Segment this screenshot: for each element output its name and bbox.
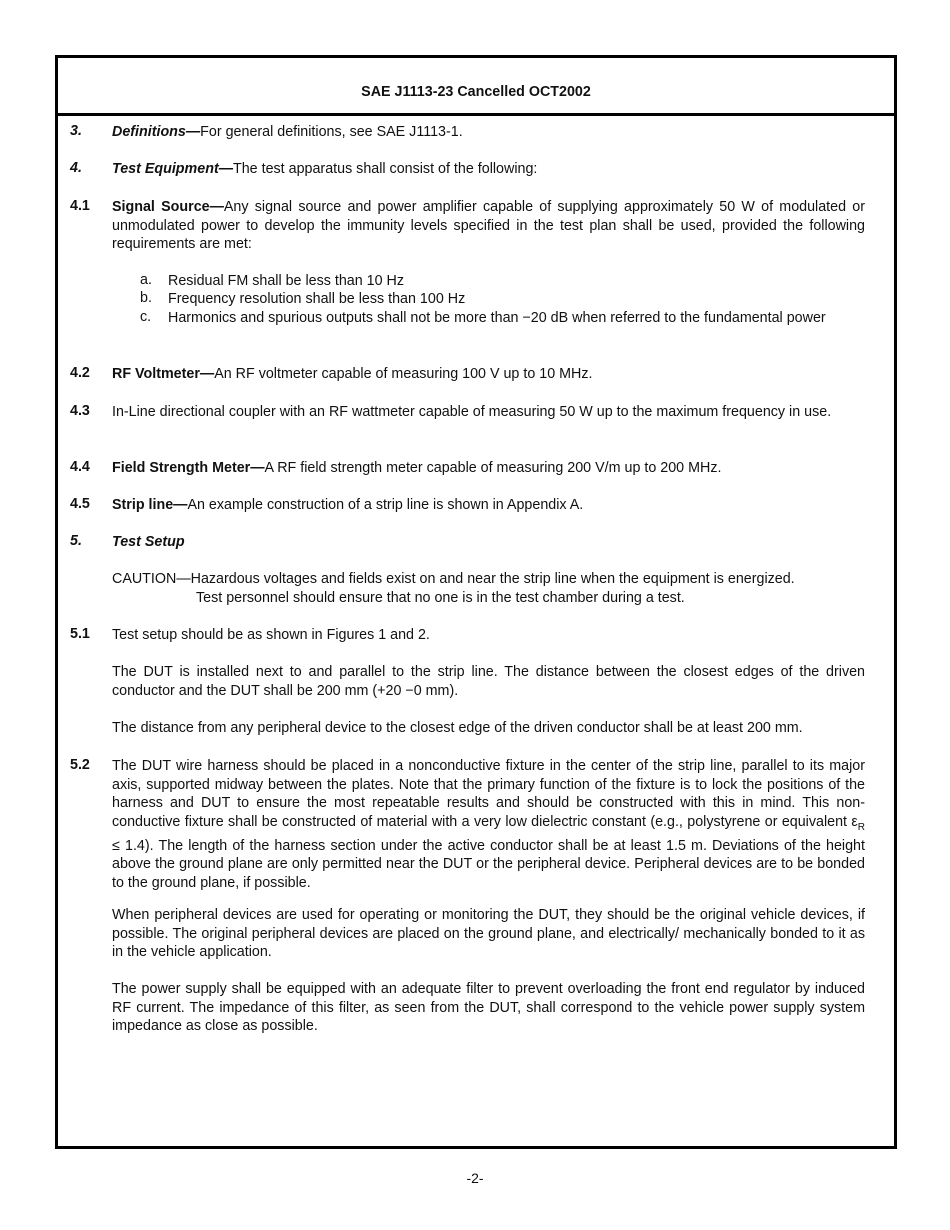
section-body: The DUT wire harness should be placed in a nonconductive fixture in the center of the strip line, parallel to its major axis, supported midway between the plates. Note that the primary function of the fixture is to lock the positions of the harness and DUT to ensure the most repeatable results and should be constructed with this in mind. This non-conductive fixture shall be constructed of material with a very low dielectric constant (e.g., polystyrene or equivalent ε	[112, 758, 865, 830]
section-heading: RF Voltmeter—	[112, 366, 215, 382]
section-body: A RF field strength meter capable of measuring 200 V/m up to 200 MHz.	[264, 460, 722, 476]
section-number: 4.3	[70, 403, 90, 419]
section-heading: Strip line—	[112, 497, 188, 513]
section-number: 5.1	[70, 626, 90, 642]
section-5-text	[112, 533, 865, 552]
section-5-1-text: Test setup should be as shown in Figures 1 and 2.	[112, 627, 430, 643]
section-4-3-text: In-Line directional coupler with an RF wattmeter capable of measuring 50 W up to the maximum frequency in use.	[112, 404, 832, 420]
section-number: 4.2	[70, 365, 90, 381]
section-4-5-text	[112, 496, 865, 515]
list-letter: a.	[140, 272, 152, 288]
section-4-text	[112, 160, 865, 179]
document-title: SAE J1113-23 Cancelled OCT2002	[361, 84, 591, 100]
subscript: R	[857, 821, 865, 833]
section-4-1-text	[112, 198, 865, 254]
section-number: 4.5	[70, 496, 90, 512]
caution-line-1: CAUTION—Hazardous voltages and fields exist on and near the strip line when the equipment is energized.	[112, 571, 795, 587]
paragraph: The power supply shall be equipped with an adequate filter to prevent overloading the front end regulator by induced RF current. The impedance of this filter, as seen from the DUT, shall correspond to the vehicle power supply system impedance as close as possible.	[112, 981, 865, 1034]
section-body: An example construction of a strip line is shown in Appendix A.	[187, 497, 584, 513]
section-heading: Signal Source—	[112, 199, 224, 215]
section-body: Any signal source and power amplifier capable of supplying approximately 50 W of modulated or unmodulated power to develop the immunity levels specified in the test plan shall be used, provided the following requirements are met:	[112, 199, 865, 252]
section-number: 5.2	[70, 757, 90, 773]
section-body: An RF voltmeter capable of measuring 100 V up to 10 MHz.	[214, 366, 593, 382]
section-3-text	[112, 123, 865, 142]
section-number: 3.	[70, 123, 82, 139]
list-text: Residual FM shall be less than 10 Hz	[168, 273, 405, 289]
section-heading: Definitions—	[112, 124, 201, 140]
list-text: Frequency resolution shall be less than 100 Hz	[168, 291, 466, 307]
section-number: 5.	[70, 533, 82, 549]
section-number: 4.1	[70, 198, 90, 214]
section-heading: Test Setup	[112, 534, 185, 550]
paragraph: The DUT is installed next to and parallel to the strip line. The distance between the closest edges of the driven conductor and the DUT shall be 200 mm (+20 −0 mm).	[112, 664, 865, 699]
section-4-4-text	[112, 459, 865, 478]
paragraph: When peripheral devices are used for operating or monitoring the DUT, they should be the original vehicle devices, if possible. The original peripheral devices are placed on the ground plane, and electrically/ mechanically bonded to it as in the vehicle application.	[112, 907, 865, 960]
list-letter: c.	[140, 309, 152, 325]
section-number: 4.	[70, 160, 82, 176]
caution-line-2: Test personnel should ensure that no one is in the test chamber during a test.	[196, 590, 685, 606]
section-number: 4.4	[70, 459, 90, 475]
list-text: Harmonics and spurious outputs shall not be more than −20 dB when referred to the fundamental power	[168, 310, 826, 326]
header-box	[58, 58, 894, 116]
section-body: The test apparatus shall consist of the following:	[233, 161, 538, 177]
list-letter: b.	[140, 290, 152, 306]
section-4-2-text	[112, 365, 865, 384]
section-heading: Field Strength Meter—	[112, 460, 265, 476]
section-5-2-text	[112, 757, 865, 892]
paragraph: The distance from any peripheral device to the closest edge of the driven conductor shall be at least 200 mm.	[112, 720, 803, 736]
section-body: ≤ 1.4). The length of the harness section under the active conductor shall be at least 1.5 m. Deviations of the height above the ground plane are only permitted near the DUT or the peripheral device. Peripheral devices are to be bonded to the ground plane, if possible.	[112, 837, 865, 891]
section-body: For general definitions, see SAE J1113-1.	[200, 124, 463, 140]
section-heading: Test Equipment—	[112, 161, 233, 177]
page-number: -2-	[466, 1170, 484, 1186]
